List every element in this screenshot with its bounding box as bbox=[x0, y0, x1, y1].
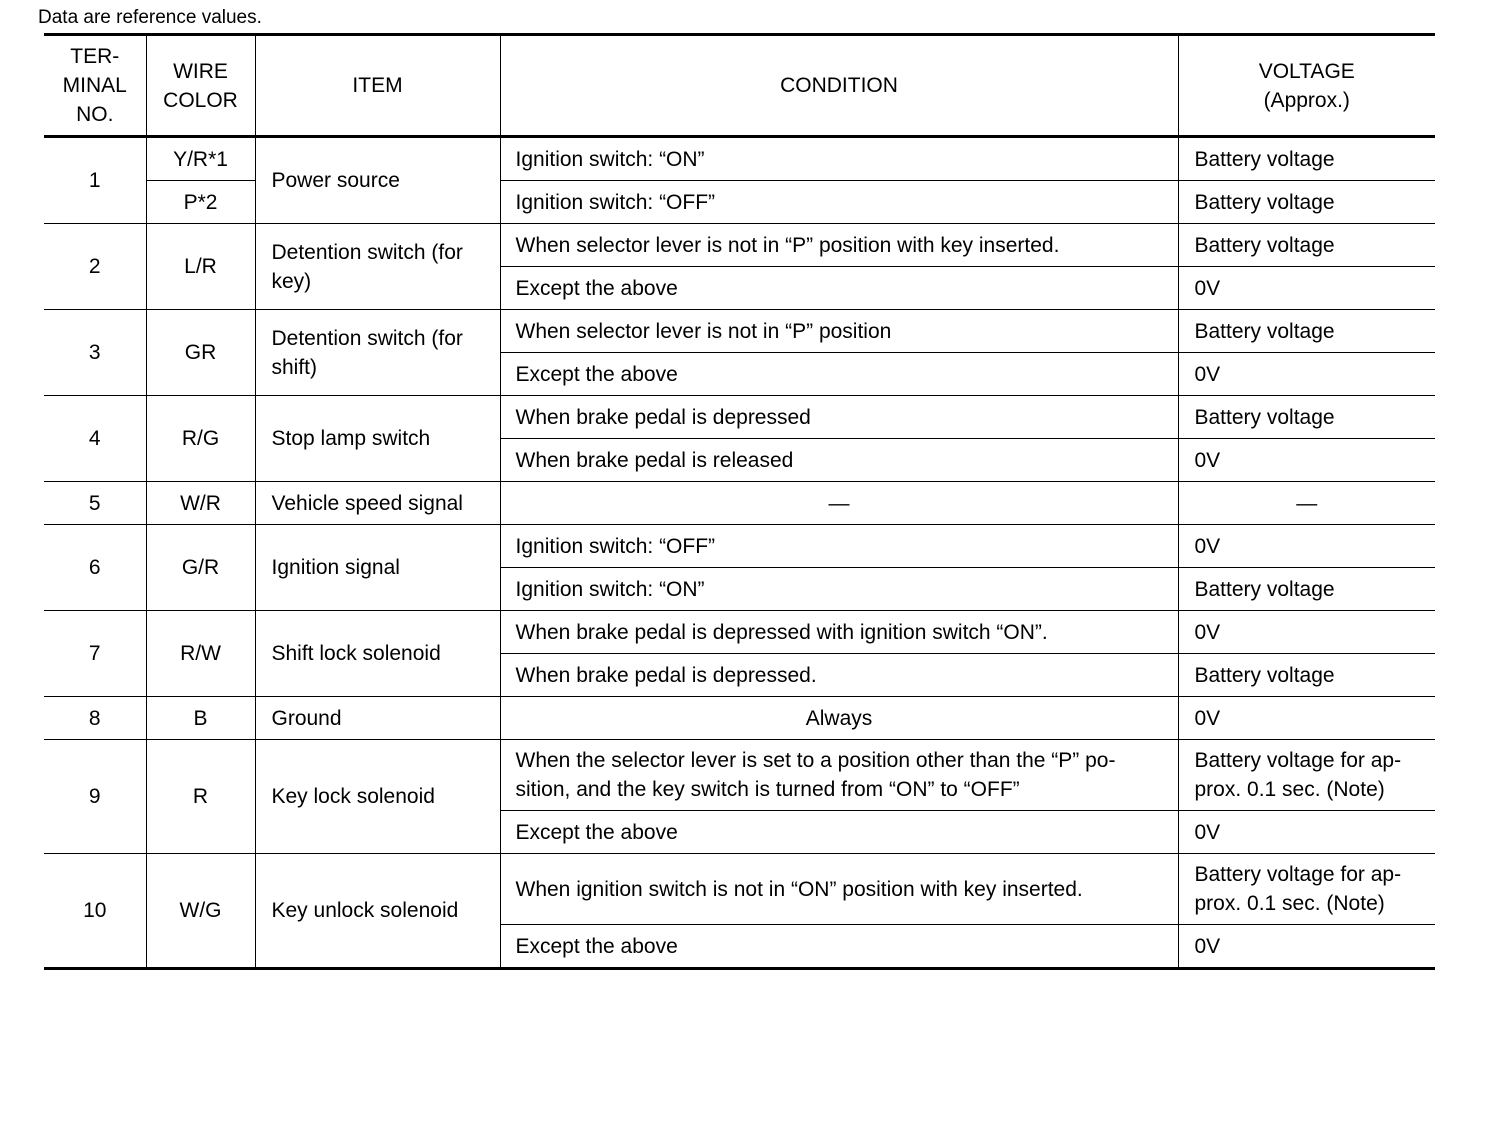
wire-color-cell: G/R bbox=[146, 525, 255, 611]
item-cell: Ignition signal bbox=[255, 525, 500, 611]
wire-color-cell: R/G bbox=[146, 396, 255, 482]
terminal-no-cell: 2 bbox=[44, 224, 146, 310]
header-terminal-line-3: NO. bbox=[76, 103, 114, 126]
header-wire-color bbox=[146, 35, 255, 137]
voltage-cell: 0V bbox=[1178, 439, 1435, 482]
voltage-cell: 0V bbox=[1178, 811, 1435, 854]
voltage-cell: Battery voltage bbox=[1178, 181, 1435, 224]
item-cell: Vehicle speed signal bbox=[255, 482, 500, 525]
terminal-no-cell: 1 bbox=[44, 137, 146, 224]
header-voltage bbox=[1178, 35, 1435, 137]
item-cell: Stop lamp switch bbox=[255, 396, 500, 482]
header-voltage-line-2: (Approx.) bbox=[1263, 88, 1350, 112]
item-cell: Detention switch (for shift) bbox=[255, 310, 500, 396]
wire-color-cell: GR bbox=[146, 310, 255, 396]
voltage-cell: Battery voltage for ap- prox. 0.1 sec. (Note) bbox=[1178, 740, 1435, 811]
table-body bbox=[44, 137, 1435, 969]
condition-cell: When ignition switch is not in “ON” position with key inserted. bbox=[500, 854, 1178, 925]
voltage-cell: Battery voltage bbox=[1178, 310, 1435, 353]
table-row bbox=[44, 697, 1435, 740]
header-condition: CONDITION bbox=[500, 35, 1178, 137]
table-row bbox=[44, 310, 1435, 353]
table-row bbox=[44, 137, 1435, 181]
table-row bbox=[44, 396, 1435, 439]
wire-color-cell: P*2 bbox=[146, 181, 255, 224]
wire-color-cell: B bbox=[146, 697, 255, 740]
terminal-no-cell: 7 bbox=[44, 611, 146, 697]
voltage-cell: 0V bbox=[1178, 353, 1435, 396]
condition-cell: Except the above bbox=[500, 925, 1178, 969]
reference-note: Data are reference values. bbox=[38, 7, 262, 28]
condition-cell: When brake pedal is depressed with ignition switch “ON”. bbox=[500, 611, 1178, 654]
terminal-no-cell: 8 bbox=[44, 697, 146, 740]
header-terminal-line-1: TER- bbox=[70, 45, 120, 68]
header-item: ITEM bbox=[255, 35, 500, 137]
item-cell: Ground bbox=[255, 697, 500, 740]
voltage-cell: Battery voltage bbox=[1178, 224, 1435, 267]
voltage-cell: Battery voltage bbox=[1178, 654, 1435, 697]
terminal-no-cell: 9 bbox=[44, 740, 146, 854]
wire-color-cell: R/W bbox=[146, 611, 255, 697]
condition-cell: Ignition switch: “ON” bbox=[500, 137, 1178, 181]
condition-cell: When selector lever is not in “P” position with key inserted. bbox=[500, 224, 1178, 267]
voltage-cell: Battery voltage bbox=[1178, 137, 1435, 181]
condition-cell: When the selector lever is set to a position other than the “P” po- sition, and the key switch is turned from “ON” to “OFF” bbox=[500, 740, 1178, 811]
terminal-no-cell: 3 bbox=[44, 310, 146, 396]
condition-cell: When brake pedal is depressed bbox=[500, 396, 1178, 439]
terminal-no-cell: 6 bbox=[44, 525, 146, 611]
condition-cell: Ignition switch: “ON” bbox=[500, 568, 1178, 611]
condition-cell: Except the above bbox=[500, 811, 1178, 854]
item-cell: Shift lock solenoid bbox=[255, 611, 500, 697]
condition-cell: Ignition switch: “OFF” bbox=[500, 525, 1178, 568]
condition-cell: Except the above bbox=[500, 353, 1178, 396]
table-row bbox=[44, 482, 1435, 525]
voltage-cell: 0V bbox=[1178, 925, 1435, 969]
item-cell: Key lock solenoid bbox=[255, 740, 500, 854]
condition-cell: Ignition switch: “OFF” bbox=[500, 181, 1178, 224]
voltage-cell: — bbox=[1178, 482, 1435, 525]
table-row bbox=[44, 740, 1435, 811]
terminal-no-cell: 5 bbox=[44, 482, 146, 525]
item-cell: Detention switch (for key) bbox=[255, 224, 500, 310]
wire-color-cell: R bbox=[146, 740, 255, 854]
voltage-cell: Battery voltage bbox=[1178, 396, 1435, 439]
wire-color-cell: Y/R*1 bbox=[146, 137, 255, 181]
condition-cell: Always bbox=[500, 697, 1178, 740]
item-cell: Power source bbox=[255, 137, 500, 224]
header-terminal-line-2: MINAL bbox=[62, 74, 127, 97]
terminal-no-cell: 10 bbox=[44, 854, 146, 969]
table-row bbox=[44, 854, 1435, 925]
table-row bbox=[44, 525, 1435, 568]
voltage-cell: 0V bbox=[1178, 525, 1435, 568]
header-terminal-no bbox=[44, 35, 146, 137]
table-row bbox=[44, 611, 1435, 654]
voltage-cell: Battery voltage bbox=[1178, 568, 1435, 611]
voltage-cell: Battery voltage for ap- prox. 0.1 sec. (Note) bbox=[1178, 854, 1435, 925]
condition-cell: When brake pedal is released bbox=[500, 439, 1178, 482]
voltage-cell: 0V bbox=[1178, 611, 1435, 654]
condition-cell: — bbox=[500, 482, 1178, 525]
condition-cell: When selector lever is not in “P” position bbox=[500, 310, 1178, 353]
wire-color-cell: W/G bbox=[146, 854, 255, 969]
voltage-cell: 0V bbox=[1178, 267, 1435, 310]
condition-cell: Except the above bbox=[500, 267, 1178, 310]
wire-color-cell: L/R bbox=[146, 224, 255, 310]
terminal-no-cell: 4 bbox=[44, 396, 146, 482]
header-voltage-line-1: VOLTAGE bbox=[1258, 59, 1355, 83]
table-row bbox=[44, 181, 1435, 224]
terminal-table bbox=[44, 33, 1435, 970]
condition-cell: When brake pedal is depressed. bbox=[500, 654, 1178, 697]
table-row bbox=[44, 224, 1435, 267]
header-wire-line-1: WIRE bbox=[173, 59, 228, 83]
header-wire-line-2: COLOR bbox=[163, 88, 238, 112]
header-row bbox=[44, 35, 1435, 137]
wire-color-cell: W/R bbox=[146, 482, 255, 525]
voltage-cell: 0V bbox=[1178, 697, 1435, 740]
item-cell: Key unlock solenoid bbox=[255, 854, 500, 969]
